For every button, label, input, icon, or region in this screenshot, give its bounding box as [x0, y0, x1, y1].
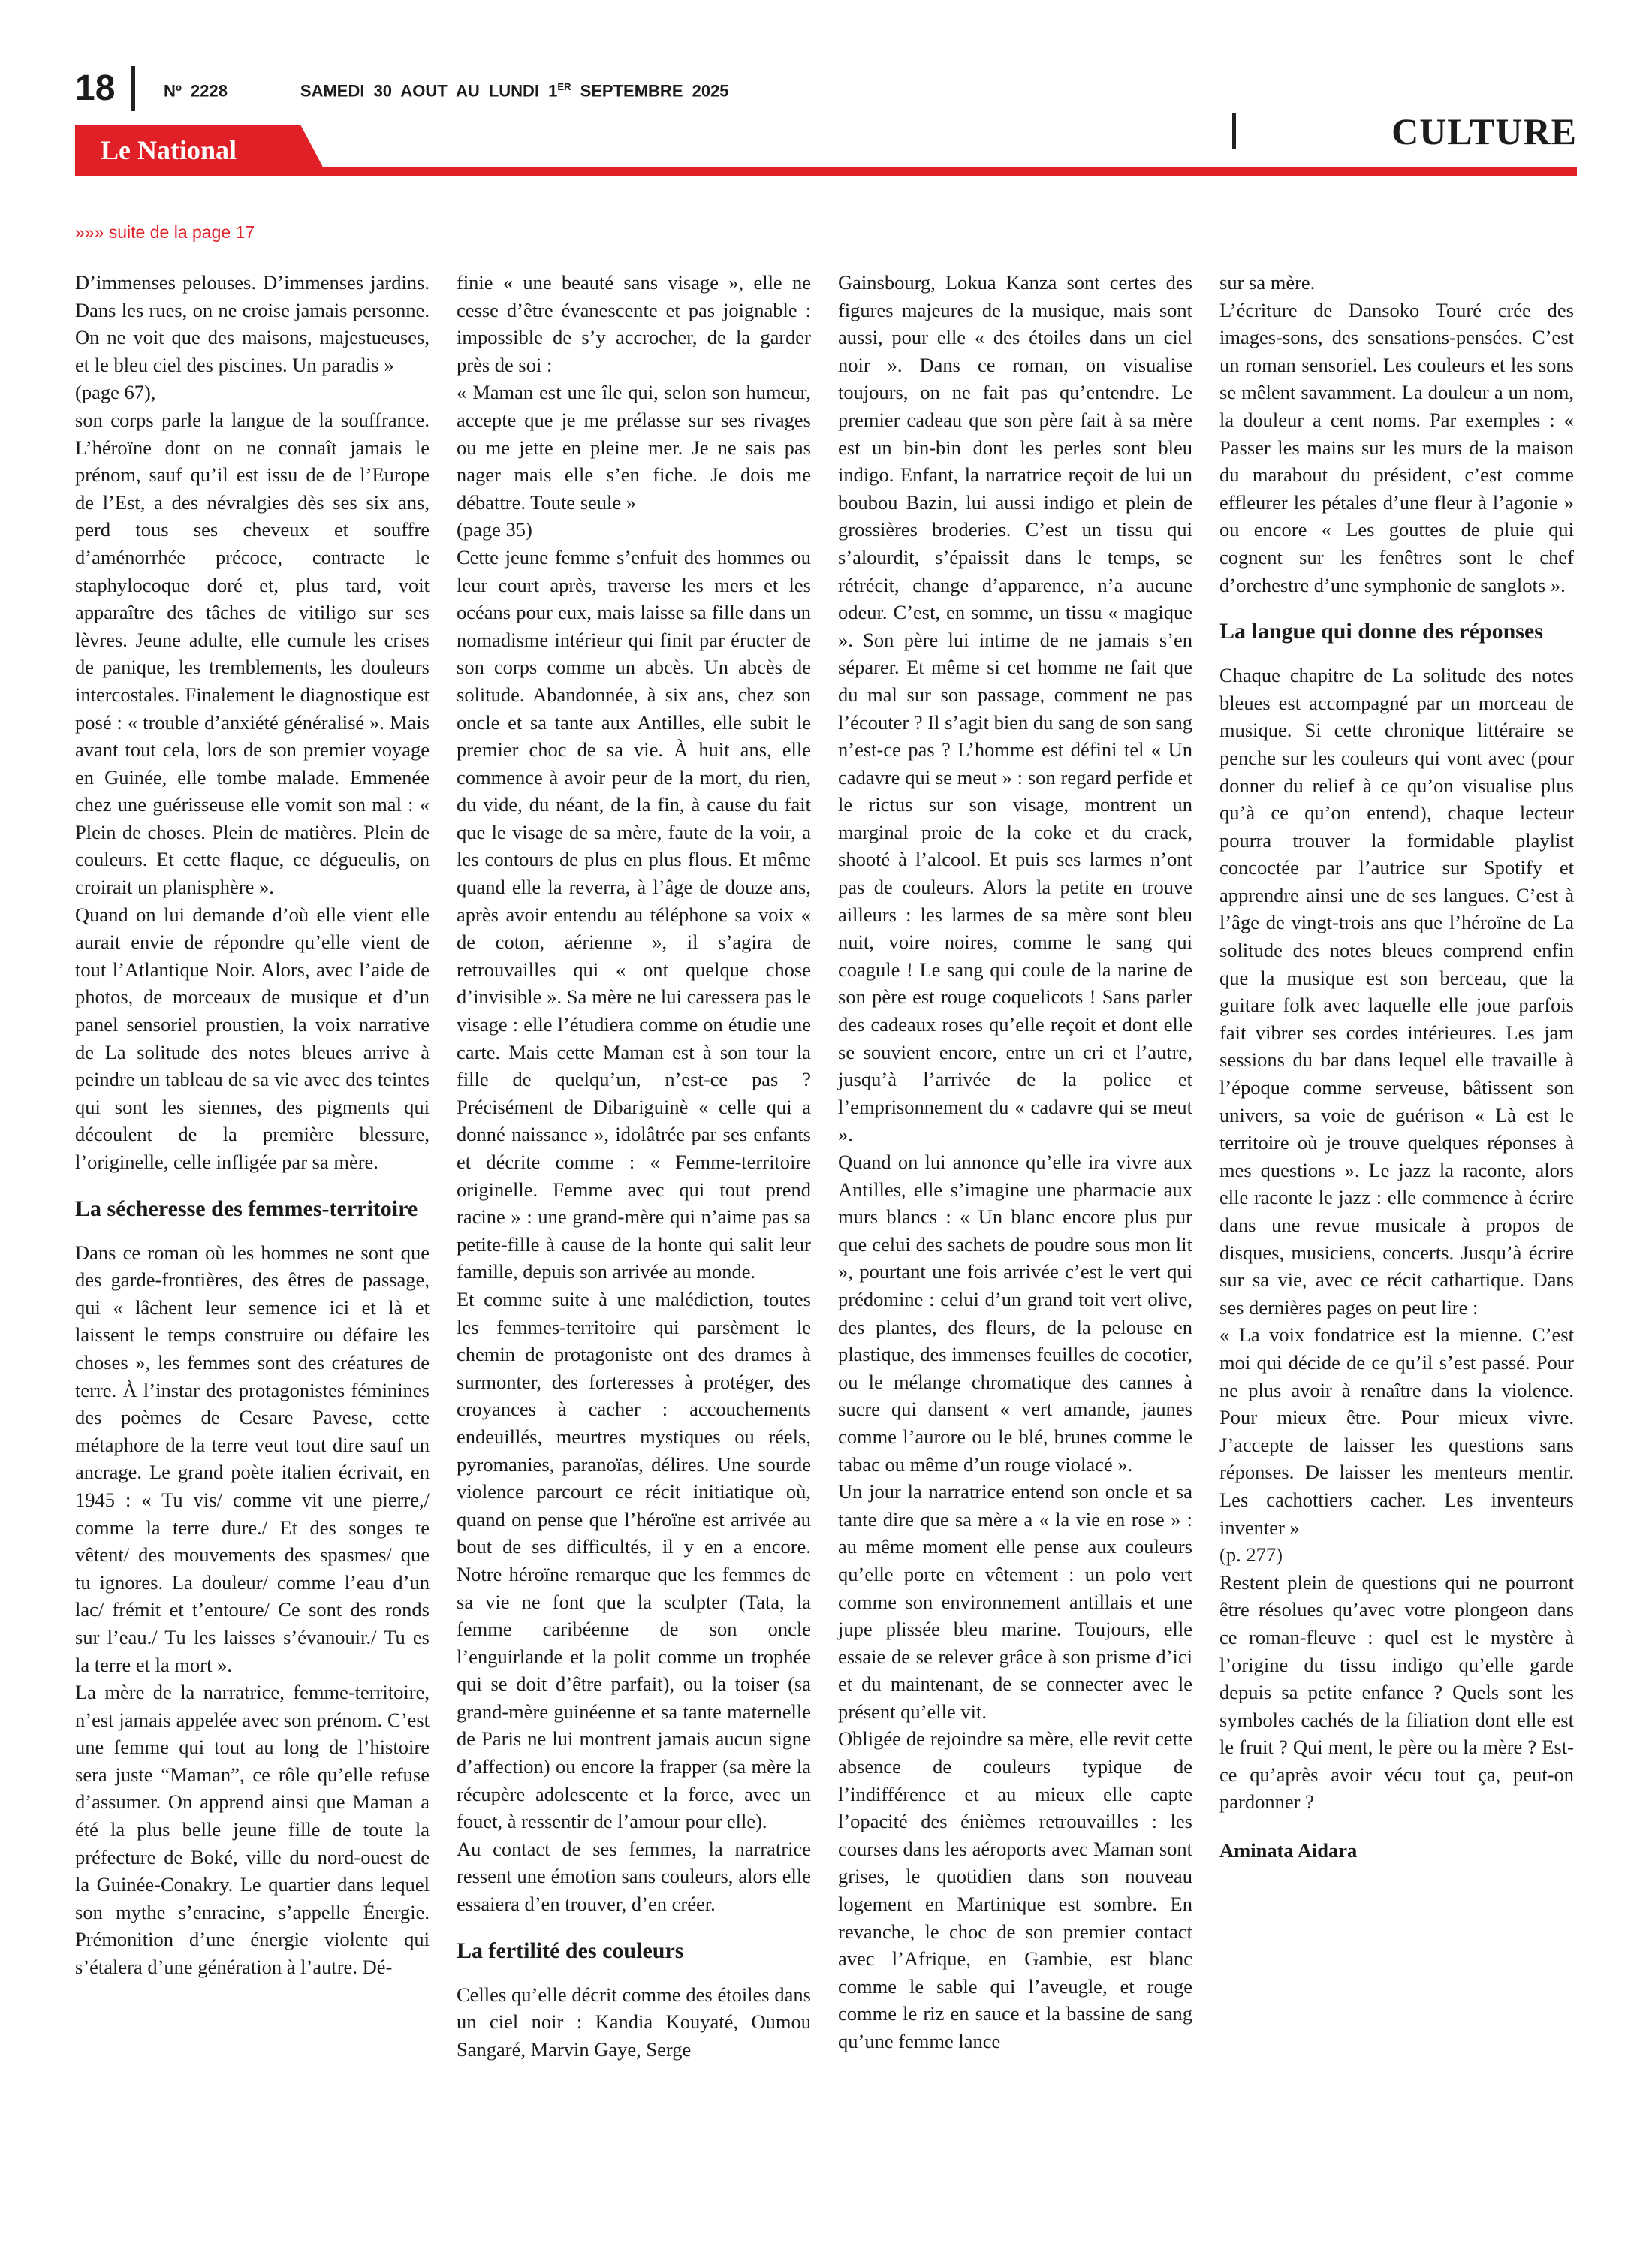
section-title: CULTURE — [1391, 110, 1577, 152]
article-paragraph: L’écriture de Dansoko Touré crée des images-sons, des sensations-pensées. C’est un roman sensoriel. Les couleurs et les sons se mêlent savamment. La douleur a un nom, la douleur a cent noms. Par exemples : « Passer les mains sur les murs de la maison du marabout du président, c’est comme effleurer les pétales d’une fleur à l’agonie » ou encore « Les gouttes de pluie qui cognent sur les fenêtres sont le chef d’orchestre d’une symphonie de sanglots ». — [1219, 298, 1574, 596]
article-paragraph: Au contact de ses femmes, la narratrice ressent une émotion sans couleurs, alors elle essaiera d’en trouver, d’en créer. — [457, 1837, 811, 1916]
article-paragraph: (p. 277) — [1219, 1543, 1283, 1567]
issue-date-tail: SEPTEMBRE 2025 — [571, 81, 729, 101]
article-paragraph: D’immenses pelouses. D’immenses jardins. Dans les rues, on ne croise jamais personne. On ne voit que des maisons, majestueuses, et le bleu ciel des piscines. Un paradis » — [75, 271, 430, 376]
article-paragraph: Chaque chapitre de La solitude des notes bleues est accompagné par un morceau de musique. Si cette chronique littéraire se penche sur les couleurs qui vont avec (pour donner du relief à ce qu’on visualise plus qu’à ce qu’on entend), chaque lecteur pourra trouver la formidable playlist concoctée par l’autrice sur Spotify et apprendre ainsi une de ses langues. C’est à l’âge de vingt-trois ans que l’héroïne de La solitude des notes bleues comprend enfin que la musique est son berceau, que la guitare folk avec laquelle elle joue parfois fait vibrer ses cordes intérieures. Les jam sessions du bar dans lequel elle travaille à l’époque comme serveuse, bâtissent son univers, sa voie de guérison « Là est le territoire où je trouve quelques réponses à mes questions ». Le jazz la raconte, alors elle raconte le jazz : elle commence à écrire dans une revue musicale à propos de disques, musiciens, concerts. Jusqu’à écrire sur sa vie, avec ce récit cathartique. Dans ses dernières pages on peut lire : — [1219, 664, 1574, 1319]
page-header — [75, 66, 1577, 119]
newspaper-name: Le National — [101, 135, 237, 165]
author-signature: Aminata Aidara — [1219, 1839, 1358, 1862]
article-paragraph: son corps parle la langue de la souffrance. L’héroïne dont on ne connaît jamais le prénom, sauf qu’il est issu de de l’Europe de l’Est, a des névralgies dès ses six ans, perd tous ses cheveux et souffre d’aménorrhée précoce, contracte le staphylocoque doré et, plus tard, voit apparaître des tâches de vitiligo sur ses lèvres. Jeune adulte, elle cumule les crises de panique, les tremblements, les douleurs intercostales. Finalement le diagnostique est posé : « trouble d’anxiété généralisé ». Mais avant tout cela, lors de son premier voyage en Guinée, elle tombe malade. Emmenée chez une guérisseuse elle vomit son mal : « Plein de choses. Plein de matières. Plein de couleurs. Et cette flaque, ce dégueulis, on croirait un planisphère ». — [75, 408, 430, 899]
article-column-1 — [75, 269, 430, 1981]
article-paragraph: finie « une beauté sans visage », elle ne cesse d’être évanescente et pas joignable : impossible de s’y accrocher, de la garder près de soi : — [457, 271, 811, 376]
page-number: 18 — [75, 68, 116, 108]
article-paragraph: Un jour la narratrice entend son oncle et sa tante dire que sa mère a « la vie en rose » : au même moment elle pense aux couleurs qu’elle porte en vêtement : un polo vert comme son environnement antillais et une jupe plissée bleu marine. Toujours, elle essaie de se relever grâce à son prisme d’ici et du maintenant, de se connecter avec le présent qu’elle vit. — [838, 1480, 1192, 1723]
article-paragraph: Quand on lui demande d’où elle vient elle aurait envie de répondre qu’elle vient de tout l’Atlantique Noir. Alors, avec l’aide de photos, de morceaux de musique et d’un panel sensoriel proustien, la voix narrative de La solitude des notes bleues arrive à peindre un tableau de sa vie avec des teintes qui sont les siennes, des pigments qui découlent de la première blessure, l’originelle, celle infligée par sa mère. — [75, 903, 430, 1173]
article-column-2 — [457, 269, 811, 2063]
article-paragraph: Quand on lui annonce qu’elle ira vivre aux Antilles, elle s’imagine une pharmacie aux murs blancs : « Un blanc encore plus pur que celui des sachets de poudre sous mon lit », pourtant une fois arrivée c’est le vert qui prédomine : celui d’un grand toit vert olive, des plantes, des fleurs, de la pelouse en plastique, des immenses feuilles de cocotier, ou le mélange chromatique des cannes à sucre qui dansent « vert amande, jaunes comme l’aurore ou le blé, brunes comme le tabac ou même d’un rouge violacé ». — [838, 1151, 1192, 1476]
subheading: La fertilité des couleurs — [457, 1938, 684, 1963]
issue-date-superscript: ER — [557, 81, 571, 92]
article-paragraph: La mère de la narratrice, femme-territoire, n’est jamais appelée avec son prénom. C’est une femme qui tout au long de l’histoire sera juste “Maman”, ce rôle qu’elle refuse d’assumer. On apprend ainsi que Maman a été la plus belle jeune fille de toute la préfecture de Boké, ville du nord-ouest de la Guinée-Conakry. Le quartier dans lequel son mythe s’enracine, s’appelle Énergie. Prémonition d’une énergie violente qui s’étalera d’une génération à l’autre. Dé- — [75, 1681, 430, 1979]
subheading: La langue qui donne des réponses — [1219, 619, 1543, 644]
article-paragraph: (page 35) — [457, 518, 532, 541]
article-paragraph: Obligée de rejoindre sa mère, elle revit cette absence de couleurs typique de l’indifférence et au mieux elle capte l’opacité des énièmes retrouvailles : les courses dans les aéroports avec Maman sont grises, le quotidien dans son nouveau logement en Martinique est sombre. En revanche, le choc de son premier contact avec l’Afrique, en Gambie, est blanc comme le sable qui l’aveugle, et rouge comme le riz en sauce et la bassine de sang qu’une femme lance — [838, 1727, 1192, 2052]
article-paragraph: Dans ce roman où les hommes ne sont que des garde-frontières, des êtres de passage, qui « lâchent leur semence ici et là et laissent le temps construire ou défaire les choses », les femmes sont des créatures de terre. À l’instar des protagonistes féminines des poèmes de Cesare Pavese, cette métaphore de la terre veut tout dire sauf un ancrage. Le grand poète italien écrivait, en 1945 : « Tu vis/ comme vit une pierre,/ comme la terre dure./ Et des songes te vêtent/ des mouvements des spasmes/ que tu ignores. La douleur/ comme l’eau d’un lac/ frémit et t’entoure/ Ce sont des ronds sur l’eau./ Tu les laisses s’évanouir./ Tu es la terre et la mort ». — [75, 1241, 430, 1676]
article-paragraph: Restent plein de questions qui ne pourront être résolues qu’avec votre plongeon dans ce roman-fleuve : quel est le mystère à l’origine du tissu indigo qu’elle garde depuis sa petite enfance ? Quels sont les symboles cachés de la filiation dont elle est le fruit ? Qui ment, le père ou la mère ? Est-ce qu’après avoir vécu tout ça, peut-on pardonner ? — [1219, 1570, 1574, 1814]
article-column-3 — [838, 269, 1192, 2055]
article-paragraph: Et comme suite à une malédiction, toutes les femmes-territoire qui parsèment le chemin de protagoniste ont des drames à surmonter, des forteresses à protéger, des croyances à cacher : accouchements endeuillés, meurtres mystiques ou réels, pyromanies, paranoïas, délires. Une sourde violence parcourt ce récit initiatique où, quand on pense que l’héroïne est arrivée au bout de ses difficultés, il y en a encore. Notre héroïne remarque que les femmes de sa vie ne font que la sculpter (Tata, la femme caribéenne de son oncle l’enguirlande et la polit comme un trophée qui se doit d’être parfait), ou la toiser (sa grand-mère guinéenne et sa tante maternelle de Paris ne lui montrent jamais aucun signe d’affection) ou encore la frapper (sa mère la récupère adolescente et la force, avec un fouet, à ressentir de l’amour pour elle). — [457, 1287, 811, 1833]
newspaper-banner — [75, 125, 326, 173]
article-paragraph: « Maman est une île qui, selon son humeur, accepte que je me prélasse sur ses rivages ou me jette en pleine mer. Je ne sais pas nager mais elle s’en fiche. Je dois me débattre. Toute seule » — [457, 381, 811, 514]
continued-from-note: »»» suite de la page 17 — [75, 222, 255, 242]
article-paragraph: sur sa mère. — [1219, 271, 1316, 294]
subheading: La sécheresse des femmes-territoire — [75, 1196, 418, 1221]
section-divider — [1232, 113, 1236, 149]
issue-date-line — [164, 81, 729, 101]
article-paragraph: « La voix fondatrice est la mienne. C’est moi qui décide de ce qu’il s’est passé. Pour ne plus avoir à renaître dans la violence. Pour mieux être. Pour mieux vivre. J’accepte de laisser les questions sans réponses. De laisser les menteurs mentir. Les cachottiers cacher. Les inventeurs inventer » — [1219, 1323, 1574, 1539]
issue-number: Nº 2228 — [164, 81, 228, 101]
article-paragraph: Celles qu’elle décrit comme des étoiles dans un ciel noir : Kandia Kouyaté, Oumou Sangaré, Marvin Gaye, Serge — [457, 1983, 811, 2061]
article-paragraph: (page 67), — [75, 381, 156, 404]
article-paragraph: Gainsbourg, Lokua Kanza sont certes des figures majeures de la musique, mais sont aussi, pour elle « des étoiles dans un ciel noir ». Dans ce roman, on visualise toujours, on ne fait pas qu’entendre. Le premier cadeau que son père fait à sa mère est un bin-bin dont les perles sont bleu indigo. Enfant, la narratrice reçoit de lui un boubou Bazin, lui aussi indigo et plein de grossières broderies. C’est un tissu qui s’alourdit, s’épaissit dans le temps, se rétrécit, change d’apparence, n’a aucune odeur. C’est, en somme, un tissu « magique ». Son père lui intime de ne jamais s’en séparer. Et même si cet homme ne fait que du mal sur son passage, comment ne pas l’écouter ? Il s’agit bien du sang de son sang n’est-ce pas ? L’homme est défini tel « Un cadavre qui se meut » : son regard perfide et le rictus sur son visage, montrent un marginal proie de la coke et du crack, shooté à l’alcool. Et puis ses larmes n’ont pas de couleurs. Alors la petite en trouve ailleurs : les larmes de sa mère sont bleu nuit, voire noires, comme le sang qui coagule ! Le sang qui coule de la narine de son père est rouge coquelicots ! Sans parler des cadeaux roses qu’elle reçoit et dont elle se souvient encore, entre un cri et l’autre, jusqu’à l’arrivée de la police et l’emprisonnement du « cadavre qui se meut ». — [838, 271, 1192, 1146]
page-number-divider — [131, 66, 135, 111]
article-column-4 — [1219, 269, 1574, 1865]
article-paragraph: Cette jeune femme s’enfuit des hommes ou leur court après, traverse les mers et les océans pour eux, mais laisse sa fille dans un nomadisme intérieur qui finit par éructer de son corps comme un abcès. Un abcès de solitude. Abandonnée, à six ans, chez son oncle et sa tante aux Antilles, elle subit le premier choc de sa vie. À huit ans, elle commence à avoir peur de la mort, du rien, du vide, du néant, de la fin, à cause du fait que le visage de sa mère, faute de la voir, a les contours de plus en plus flous. Et même quand elle la reverra, à l’âge de douze ans, après avoir entendu au téléphone sa voix « de coton, aérienne », il s’agira de retrouvailles qui « ont quelque chose d’invisible ». Sa mère ne lui caressera pas le visage : elle l’étudiera comme on étudie une carte. Mais cette Maman est à son tour la fille de quelqu’un, n’est-ce pas ? Précisément de Dibariguinè « celle qui a donné naissance », idolâtrée par ses enfants et décrite comme : « Femme-territoire originelle. Femme avec qui tout prend racine » : une grand-mère qui n’aime pas sa petite-fille à cause de la honte qui salit leur famille, depuis son arrivée au monde. — [457, 545, 811, 1283]
issue-date: SAMEDI 30 AOUT AU LUNDI 1 — [300, 81, 558, 101]
